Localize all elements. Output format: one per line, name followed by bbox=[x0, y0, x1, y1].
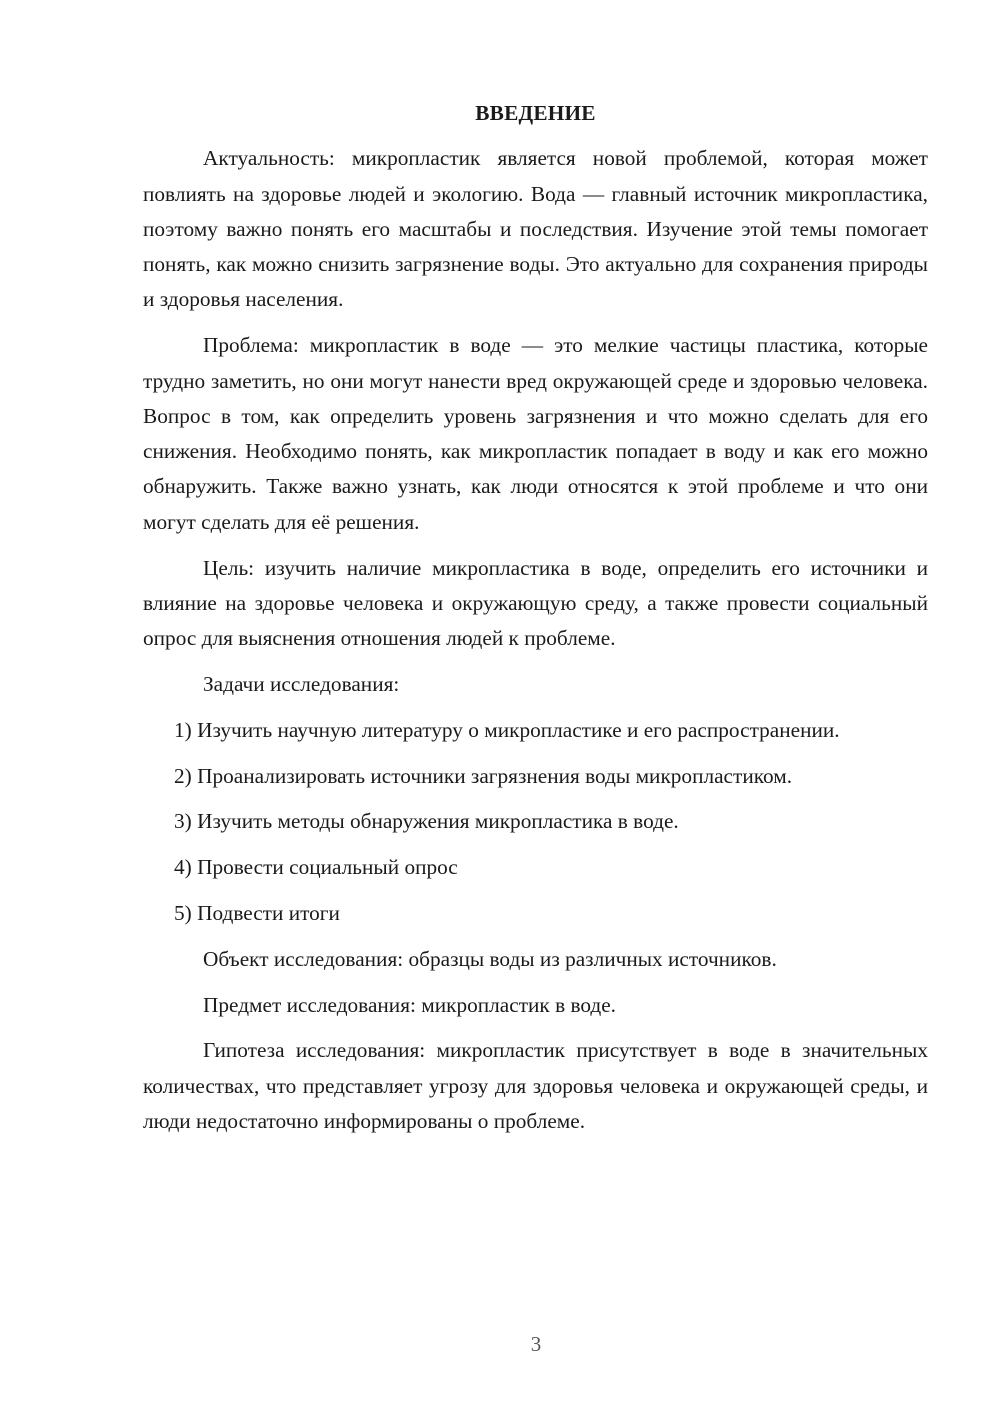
relevance-paragraph: Актуальность: микропластик является новой проблемой, которая может повлиять на здоровье людей и экологию. Вода — главный источник микропластика, поэтому важно понять его масштабы и последствия. Изучение этой темы помогает понять, как можно снизить загрязнение воды. Это актуально для сохранения природы и здоровья населения. bbox=[143, 146, 928, 312]
tasks-heading: Задачи исследования: bbox=[203, 671, 400, 696]
goal-paragraph: Цель: изучить наличие микропластика в воде, определить его источники и влияние на здоровье человека и окружающую среду, а также провести социальный опрос для выяснения отношения людей к проблеме. bbox=[143, 555, 928, 651]
task-item-1: 1) Изучить научную литературу о микропластике и его распространении. bbox=[174, 717, 840, 742]
page-number: 3 bbox=[530, 1332, 542, 1356]
task-item-3: 3) Изучить методы обнаружения микропластика в воде. bbox=[174, 809, 679, 834]
task-item-2: 2) Проанализировать источники загрязнения воды микропластиком. bbox=[174, 763, 793, 788]
task-item-5: 5) Подвести итоги bbox=[174, 900, 340, 925]
subject-paragraph: Предмет исследования: микропластик в воде. bbox=[203, 992, 617, 1017]
section-title: ВВЕДЕНИЕ bbox=[475, 101, 596, 125]
task-item-4: 4) Провести социальный опрос bbox=[174, 855, 458, 880]
object-paragraph: Объект исследования: образцы воды из различных источников. bbox=[203, 946, 777, 971]
document-page bbox=[143, 96, 928, 1150]
hypothesis-paragraph: Гипотеза исследования: микропластик присутствует в воде в значительных количествах, что представляет угрозу для здоровья человека и окружающей среды, и люди недостаточно информированы о проблеме. bbox=[143, 1038, 928, 1133]
problem-paragraph: Проблема: микропластик в воде — это мелкие частицы пластика, которые трудно заметить, но они могут нанести вред окружающей среде и здоровью человека. Вопрос в том, как определить уровень загрязнения и что можно сделать для его снижения. Необходимо понять, как микропластик попадает в воду и как его можно обнаружить. Также важно узнать, как люди относятся к этой проблеме и что они могут сделать для её решения. bbox=[143, 333, 928, 534]
